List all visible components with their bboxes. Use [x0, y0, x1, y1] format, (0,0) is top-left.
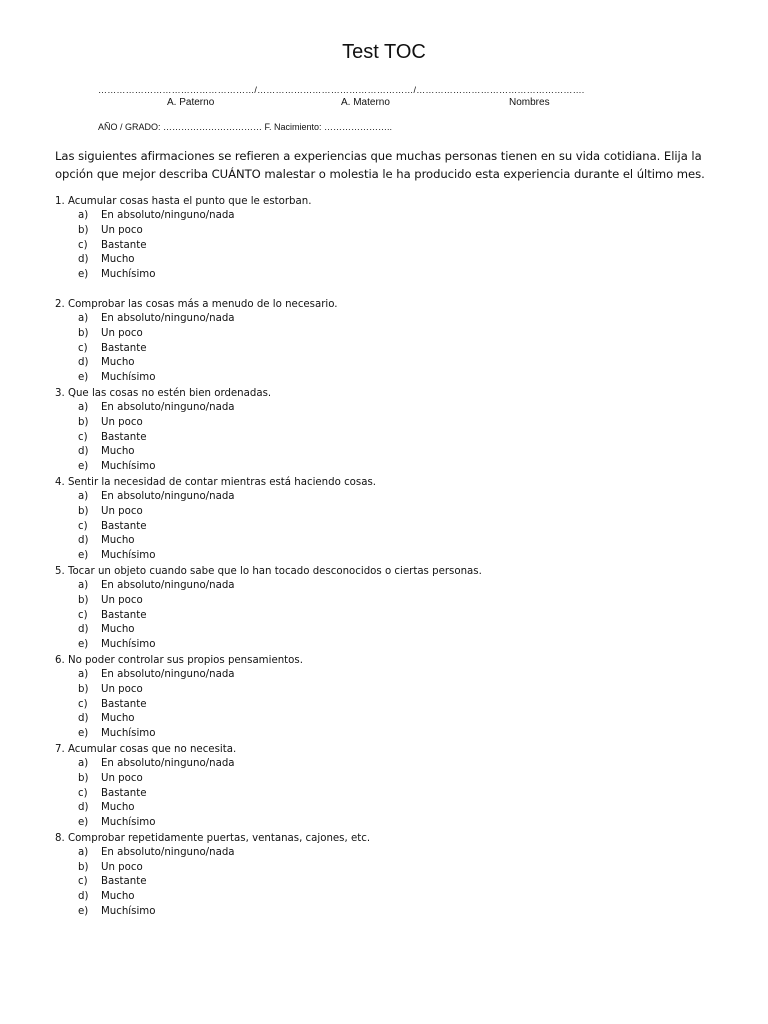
answer-option[interactable] — [55, 416, 715, 431]
answer-option[interactable] — [55, 668, 715, 683]
option-label: Mucho — [101, 891, 135, 903]
answer-option[interactable] — [55, 772, 715, 787]
answer-option[interactable] — [55, 224, 715, 239]
option-label: En absoluto/ninguno/nada — [101, 401, 235, 413]
question-text: 4. Sentir la necesidad de contar mientras está haciendo cosas. — [55, 476, 377, 488]
option-label: Muchísimo — [101, 906, 156, 918]
option-letter: c) — [78, 342, 88, 354]
option-label: Muchísimo — [101, 269, 156, 281]
label-maternal-surname: A. Materno — [341, 97, 390, 108]
option-label: En absoluto/ninguno/nada — [101, 846, 235, 858]
answer-option[interactable] — [55, 801, 715, 816]
option-letter: c) — [78, 609, 88, 621]
name-fill-line: ……………………………………………/……………………………………………/………………………………………………. — [98, 85, 585, 95]
answer-option[interactable] — [55, 431, 715, 446]
option-label: Bastante — [101, 431, 147, 443]
answer-option[interactable] — [55, 371, 715, 386]
option-label: En absoluto/ninguno/nada — [101, 757, 235, 769]
option-letter: e) — [78, 906, 89, 918]
question-text: 6. No poder controlar sus propios pensamientos. — [55, 654, 303, 666]
answer-option[interactable] — [55, 609, 715, 624]
option-letter: b) — [78, 594, 89, 606]
option-label: Un poco — [101, 327, 143, 339]
option-letter: d) — [78, 446, 89, 458]
question-text: 3. Que las cosas no estén bien ordenadas. — [55, 387, 272, 399]
question-block — [55, 475, 715, 564]
answer-option[interactable] — [55, 683, 715, 698]
question-list — [55, 194, 715, 920]
option-letter: a) — [78, 668, 89, 680]
option-letter: e) — [78, 461, 89, 473]
option-label: Mucho — [101, 357, 135, 369]
option-label: Muchísimo — [101, 372, 156, 384]
question-text: 2. Comprobar las cosas más a menudo de lo necesario. — [55, 298, 338, 310]
option-letter: d) — [78, 891, 89, 903]
option-letter: e) — [78, 817, 89, 829]
option-label: Mucho — [101, 535, 135, 547]
label-first-names: Nombres — [509, 97, 550, 108]
option-label: Un poco — [101, 772, 143, 784]
option-label: En absoluto/ninguno/nada — [101, 312, 235, 324]
option-label: Mucho — [101, 713, 135, 725]
answer-option[interactable] — [55, 327, 715, 342]
option-label: Un poco — [101, 505, 143, 517]
option-letter: e) — [78, 269, 89, 281]
option-letter: c) — [78, 876, 88, 888]
option-label: Muchísimo — [101, 728, 156, 740]
option-letter: d) — [78, 254, 89, 266]
option-label: Bastante — [101, 609, 147, 621]
option-letter: e) — [78, 728, 89, 740]
option-letter: b) — [78, 416, 89, 428]
question-block — [55, 653, 715, 742]
answer-option[interactable] — [55, 445, 715, 460]
option-label: Un poco — [101, 594, 143, 606]
option-label: Bastante — [101, 876, 147, 888]
option-label: Un poco — [101, 683, 143, 695]
question-block — [55, 564, 715, 653]
option-letter: b) — [78, 772, 89, 784]
answer-option[interactable] — [55, 579, 715, 594]
option-letter: c) — [78, 698, 88, 710]
answer-option[interactable] — [55, 727, 715, 742]
option-letter: b) — [78, 861, 89, 873]
option-label: Bastante — [101, 698, 147, 710]
answer-option[interactable] — [55, 505, 715, 520]
option-letter: b) — [78, 505, 89, 517]
answer-option[interactable] — [55, 356, 715, 371]
answer-option[interactable] — [55, 638, 715, 653]
option-label: Un poco — [101, 416, 143, 428]
option-letter: c) — [78, 239, 88, 251]
option-label: Muchísimo — [101, 639, 156, 651]
option-letter: a) — [78, 401, 89, 413]
answer-option[interactable] — [55, 787, 715, 802]
option-letter: a) — [78, 846, 89, 858]
question-text: 5. Tocar un objeto cuando sabe que lo han tocado desconocidos o ciertas personas. — [55, 565, 482, 577]
option-letter: e) — [78, 550, 89, 562]
answer-option[interactable] — [55, 401, 715, 416]
answer-option[interactable] — [55, 342, 715, 357]
option-letter: b) — [78, 683, 89, 695]
question-block — [55, 831, 715, 920]
option-label: Muchísimo — [101, 550, 156, 562]
question-block — [55, 386, 715, 475]
answer-option[interactable] — [55, 698, 715, 713]
option-label: Bastante — [101, 239, 147, 251]
option-letter: a) — [78, 210, 89, 221]
option-label: Muchísimo — [101, 461, 156, 473]
option-label: Un poco — [101, 224, 143, 236]
question-block — [55, 742, 715, 831]
answer-option[interactable] — [55, 460, 715, 475]
answer-option[interactable] — [55, 549, 715, 564]
answer-option[interactable] — [55, 490, 715, 505]
answer-option[interactable] — [55, 861, 715, 876]
answer-option[interactable] — [55, 520, 715, 535]
option-letter: b) — [78, 327, 89, 339]
option-label: Bastante — [101, 520, 147, 532]
grade-birthdate-line: AÑO / GRADO: …………………………… F. Nacimiento: ………………….. — [98, 122, 393, 132]
option-label: En absoluto/ninguno/nada — [101, 210, 235, 221]
option-letter: e) — [78, 372, 89, 384]
answer-option[interactable] — [55, 268, 715, 283]
answer-option[interactable] — [55, 239, 715, 254]
question-block — [55, 194, 715, 283]
option-label: En absoluto/ninguno/nada — [101, 490, 235, 502]
question-text: 1. Acumular cosas hasta el punto que le estorban. — [55, 196, 312, 207]
option-label: Mucho — [101, 624, 135, 636]
option-letter: a) — [78, 757, 89, 769]
answer-option[interactable] — [55, 253, 715, 268]
question-text: 8. Comprobar repetidamente puertas, ventanas, cajones, etc. — [55, 832, 371, 844]
answer-option[interactable] — [55, 846, 715, 861]
option-letter: d) — [78, 535, 89, 547]
answer-option[interactable] — [55, 312, 715, 327]
answer-option[interactable] — [55, 594, 715, 609]
instructions-paragraph: Las siguientes afirmaciones se refieren a experiencias que muchas personas tienen en su vida cotidiana. Elija la opción que mejor describa CUÁNTO malestar o molestia le ha producido esta experiencia durante el último mes. — [55, 149, 705, 181]
option-label: Bastante — [101, 342, 147, 354]
answer-option[interactable] — [55, 905, 715, 920]
option-letter: e) — [78, 639, 89, 651]
answer-option[interactable] — [55, 875, 715, 890]
document-title: Test TOC — [342, 41, 426, 63]
option-label: Mucho — [101, 254, 135, 266]
option-label: Mucho — [101, 446, 135, 458]
option-label: En absoluto/ninguno/nada — [101, 579, 235, 591]
answer-option[interactable] — [55, 623, 715, 638]
question-text: 7. Acumular cosas que no necesita. — [55, 743, 237, 755]
answer-option[interactable] — [55, 816, 715, 831]
option-letter: d) — [78, 357, 89, 369]
option-label: Mucho — [101, 802, 135, 814]
answer-option[interactable] — [55, 757, 715, 772]
option-letter: a) — [78, 579, 89, 591]
option-letter: d) — [78, 713, 89, 725]
option-letter: c) — [78, 787, 88, 799]
option-letter: d) — [78, 624, 89, 636]
option-label: En absoluto/ninguno/nada — [101, 668, 235, 680]
option-label: Un poco — [101, 861, 143, 873]
option-label: Bastante — [101, 787, 147, 799]
option-letter: a) — [78, 490, 89, 502]
answer-option[interactable] — [55, 534, 715, 549]
answer-option[interactable] — [55, 209, 715, 224]
option-letter: c) — [78, 431, 88, 443]
option-label: Muchísimo — [101, 817, 156, 829]
option-letter: b) — [78, 224, 89, 236]
answer-option[interactable] — [55, 712, 715, 727]
option-letter: d) — [78, 802, 89, 814]
label-paternal-surname: A. Paterno — [167, 97, 215, 108]
option-letter: a) — [78, 312, 89, 324]
answer-option[interactable] — [55, 890, 715, 905]
spacer — [55, 283, 715, 297]
question-block — [55, 297, 715, 386]
option-letter: c) — [78, 520, 88, 532]
